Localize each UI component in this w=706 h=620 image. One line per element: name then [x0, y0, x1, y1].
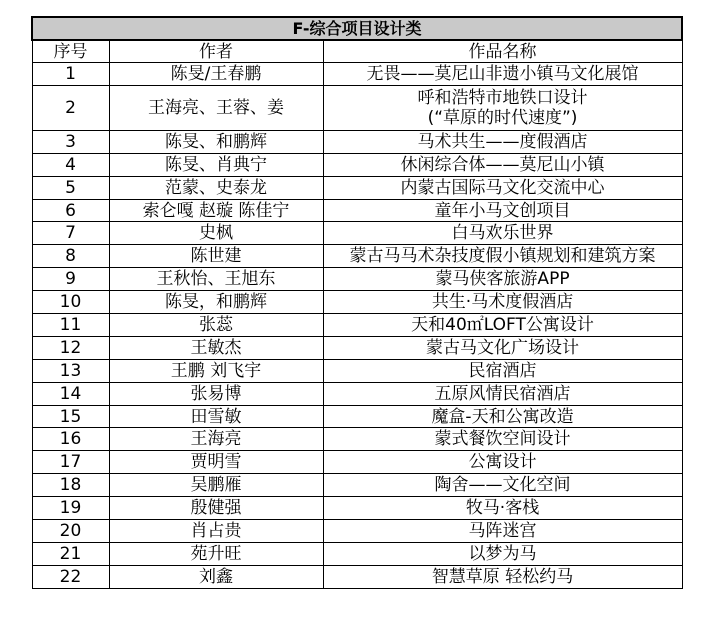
cell-author: 贾明雪: [109, 451, 323, 474]
cell-work-title: [323, 176, 682, 199]
cell-number: 21: [32, 542, 109, 565]
header-work-title: 作品名称: [323, 40, 682, 63]
header-author: 作者: [109, 40, 323, 63]
cell-author: 吴鹏雁: [109, 474, 323, 497]
cell-work-title: [323, 63, 682, 86]
table-row: [32, 382, 682, 405]
table-row: [32, 222, 682, 245]
work-title-line: 共生·马术度假酒店: [431, 292, 574, 313]
work-title-line: 童年小马文创项目: [434, 200, 571, 221]
table-title: F-综合项目设计类: [32, 17, 682, 40]
work-title-line: 公寓设计: [468, 452, 537, 473]
cell-work-title: [323, 497, 682, 520]
cell-number: 1: [32, 63, 109, 86]
work-title-line: 无畏——莫尼山非遗小镇马文化展馆: [366, 63, 639, 84]
cell-number: 5: [32, 176, 109, 199]
cell-author: 王海亮、王蓉、姜: [109, 85, 323, 130]
table-row: [32, 428, 682, 451]
cell-author: 陈旻，和鹏辉: [109, 291, 323, 314]
cell-work-title: [323, 428, 682, 451]
cell-author: 王敏杰: [109, 336, 323, 359]
header-number: 序号: [32, 40, 109, 63]
work-title-line: 呼和浩特市地铁口设计: [417, 87, 588, 108]
cell-author: 肖占贵: [109, 520, 323, 543]
cell-work-title: [323, 85, 682, 130]
table-row: [32, 336, 682, 359]
cell-author: 索仑嘎 赵璇 陈佳宁: [109, 199, 323, 222]
cell-work-title: [323, 199, 682, 222]
work-title-line: 内蒙古国际马文化交流中心: [400, 177, 605, 198]
cell-author: 陈旻/王春鹏: [109, 63, 323, 86]
cell-work-title: [323, 336, 682, 359]
table-row: [32, 63, 682, 86]
work-title-line: 以梦为马: [468, 543, 537, 564]
cell-author: 陈旻、和鹏辉: [109, 130, 323, 153]
table-row: [32, 153, 682, 176]
cell-work-title: [323, 405, 682, 428]
work-title-line: 陶舍——文化空间: [434, 475, 571, 496]
cell-work-title: [323, 520, 682, 543]
cell-number: 18: [32, 474, 109, 497]
cell-author: 王海亮: [109, 428, 323, 451]
cell-work-title: [323, 245, 682, 268]
work-title-line: 五原风情民宿酒店: [434, 383, 571, 404]
cell-number: 10: [32, 291, 109, 314]
table-row: [32, 474, 682, 497]
table-row: [32, 268, 682, 291]
cell-work-title: [323, 130, 682, 153]
table-header-row: [32, 40, 682, 63]
cell-work-title: [323, 542, 682, 565]
work-title-line: 蒙古马文化广场设计: [426, 337, 580, 358]
cell-number: 22: [32, 565, 109, 588]
cell-number: 15: [32, 405, 109, 428]
cell-number: 13: [32, 359, 109, 382]
table-row: [32, 520, 682, 543]
cell-number: 6: [32, 199, 109, 222]
cell-work-title: [323, 153, 682, 176]
table-row: [32, 359, 682, 382]
table-row: [32, 176, 682, 199]
work-title-line: 牧马·客栈: [465, 498, 540, 519]
table-row: [32, 497, 682, 520]
cell-author: 张蕊: [109, 314, 323, 337]
cell-work-title: [323, 268, 682, 291]
cell-number: 14: [32, 382, 109, 405]
cell-author: 殷健强: [109, 497, 323, 520]
work-title-line: 蒙式餐饮空间设计: [434, 429, 571, 450]
work-title-line: 智慧草原 轻松约马: [431, 566, 574, 587]
work-title-line: (“草原的时代速度”): [427, 107, 578, 128]
work-title-line: 马阵迷宫: [468, 520, 537, 541]
work-title-line: 白马欢乐世界: [451, 223, 554, 244]
work-title-line: 天和40㎡LOFT公寓设计: [411, 314, 594, 335]
cell-number: 8: [32, 245, 109, 268]
table-row: [32, 130, 682, 153]
cell-work-title: [323, 222, 682, 245]
cell-work-title: [323, 382, 682, 405]
cell-work-title: [323, 359, 682, 382]
cell-number: 12: [32, 336, 109, 359]
cell-number: 17: [32, 451, 109, 474]
cell-author: 史枫: [109, 222, 323, 245]
work-title-line: 魔盒-天和公寓改造: [431, 406, 574, 427]
cell-author: 刘鑫: [109, 565, 323, 588]
work-title-line: 休闲综合体——莫尼山小镇: [400, 154, 605, 175]
table-row: [32, 85, 682, 130]
cell-work-title: [323, 314, 682, 337]
cell-number: 9: [32, 268, 109, 291]
table-row: [32, 245, 682, 268]
cell-work-title: [323, 565, 682, 588]
cell-author: 田雪敏: [109, 405, 323, 428]
cell-author: 陈旻、肖典宁: [109, 153, 323, 176]
cell-work-title: [323, 451, 682, 474]
table-row: [32, 199, 682, 222]
cell-number: 19: [32, 497, 109, 520]
cell-work-title: [323, 291, 682, 314]
cell-number: 3: [32, 130, 109, 153]
table-row: [32, 451, 682, 474]
cell-author: 范蒙、史泰龙: [109, 176, 323, 199]
table-row: [32, 405, 682, 428]
cell-number: 11: [32, 314, 109, 337]
table-title-row: [32, 17, 682, 40]
cell-number: 20: [32, 520, 109, 543]
cell-author: 张易博: [109, 382, 323, 405]
work-title-line: 蒙古马马术杂技度假小镇规划和建筑方案: [349, 246, 656, 267]
cell-number: 7: [32, 222, 109, 245]
table-row: [32, 542, 682, 565]
cell-work-title: [323, 474, 682, 497]
cell-author: 王鹏 刘飞宇: [109, 359, 323, 382]
cell-author: 苑升旺: [109, 542, 323, 565]
work-title-line: 马术共生——度假酒店: [417, 131, 588, 152]
cell-author: 陈世建: [109, 245, 323, 268]
work-title-line: 民宿酒店: [468, 360, 537, 381]
table-row: [32, 314, 682, 337]
cell-number: 4: [32, 153, 109, 176]
work-title-line: 蒙马侠客旅游APP: [435, 269, 570, 290]
cell-number: 2: [32, 85, 109, 130]
table-row: [32, 291, 682, 314]
table-row: [32, 565, 682, 588]
cell-number: 16: [32, 428, 109, 451]
awards-table: [31, 16, 683, 589]
cell-author: 王秋怡、王旭东: [109, 268, 323, 291]
